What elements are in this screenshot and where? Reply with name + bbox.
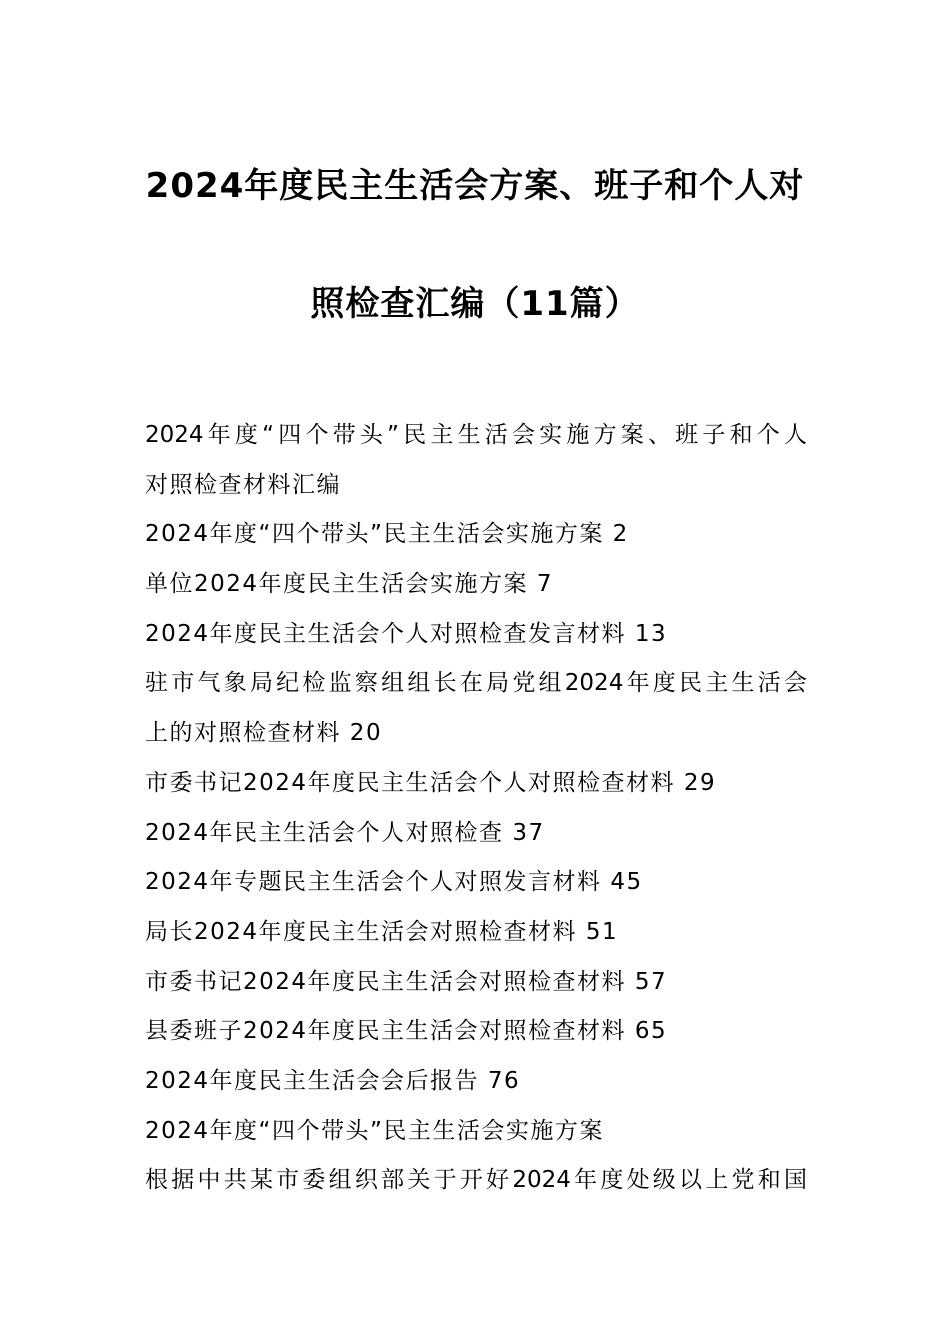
toc-entry: 2024年度民主生活会会后报告 76 [145,1067,521,1094]
toc-entry: 局长2024年度民主生活会对照检查材料 51 [145,918,619,945]
document-body [145,415,807,1210]
toc-entry: 2024年专题民主生活会个人对照发言材料 45 [145,869,643,896]
document-title-line-2: 照检查汇编（11篇） [310,284,640,324]
toc-entry: 2024年度“四个带头”民主生活会实施方案 2 [145,521,629,548]
toc-entry-wrapped-line-1: 驻市气象局纪检监察组组长在局党组2024年度民主生活会 [145,670,807,697]
toc-entry-wrapped-line-2: 上的对照检查材料 20 [145,720,383,747]
toc-entry: 县委班子2024年度民主生活会对照检查材料 65 [145,1018,668,1045]
toc-entry: 单位2024年度民主生活会实施方案 7 [145,571,553,598]
body-paragraph-line: 根据中共某市委组织部关于开好2024年度处级以上党和国 [145,1167,807,1194]
toc-entry-heading-line-1: 2024年度“四个带头”民主生活会实施方案、班子和个人 [145,422,807,448]
toc-entry: 2024年民主生活会个人对照检查 37 [145,819,545,846]
section-heading: 2024年度“四个带头”民主生活会实施方案 [145,1117,604,1144]
toc-entry-heading-line-2: 对照检查材料汇编 [145,471,341,498]
toc-entry: 市委书记2024年度民主生活会对照检查材料 57 [145,968,668,995]
document-title-line-1: 2024年度民主生活会方案、班子和个人对 [145,166,805,206]
toc-entry: 2024年度民主生活会个人对照检查发言材料 13 [145,620,668,647]
toc-entry: 市委书记2024年度民主生活会个人对照检查材料 29 [145,769,717,796]
